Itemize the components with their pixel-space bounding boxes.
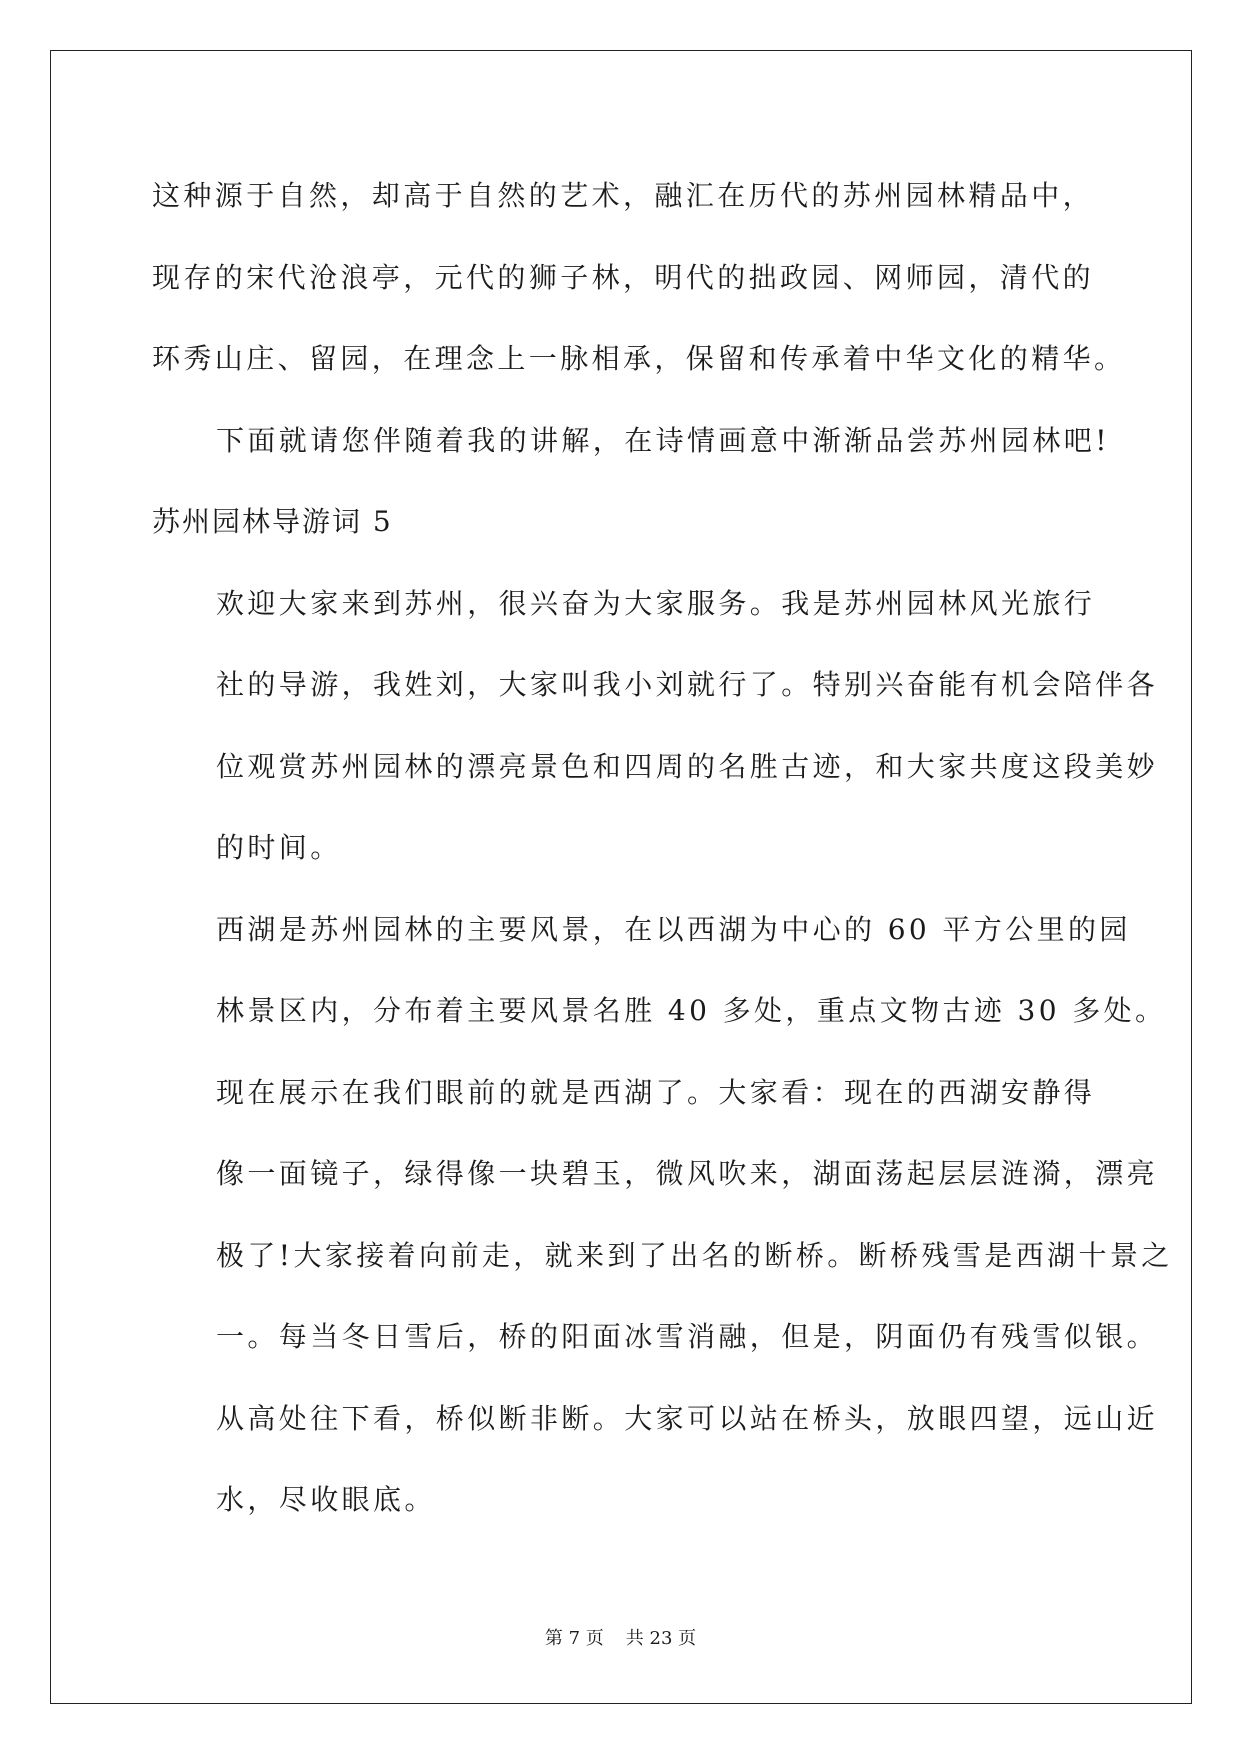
paragraph: [152, 155, 1126, 400]
text-line: 像一面镜子，绿得像一块碧玉，微风吹来，湖面荡起层层涟漪，漂亮: [216, 1157, 1159, 1190]
paragraph: [152, 400, 1110, 482]
text-line: 水，尽收眼底。: [216, 1483, 436, 1516]
text-line: 一。每当冬日雪后，桥的阳面冰雪消融，但是，阴面仍有残雪似银。: [216, 1320, 1159, 1353]
text-line: 的时间。: [216, 831, 342, 864]
text-line: 现存的宋代沧浪亭，元代的狮子林，明代的拙政园、网师园，清代的: [152, 260, 1095, 294]
text-line: 这种源于自然，却高于自然的艺术，融汇在历代的苏州园林精品中，: [152, 179, 1095, 212]
page-footer: [0, 1627, 1241, 1651]
text-line: 下面就请您伴随着我的讲解，在诗情画意中渐渐品尝苏州园林吧!: [216, 423, 1110, 457]
section-heading: [152, 481, 1097, 563]
page-number: 第 7 页: [544, 1628, 604, 1649]
text-line: 极了!大家接着向前走，就来到了出名的断桥。断桥残雪是西湖十景之: [216, 1238, 1173, 1272]
text-line: 从高处往下看，桥似断非断。大家可以站在桥头，放眼四望，远山近: [216, 1401, 1159, 1435]
text-line: 西湖是苏州园林的主要风景，在以西湖为中心的 60 平方公里的园: [216, 912, 1131, 946]
page-total: 共 23 页: [625, 1628, 697, 1649]
text-line: 位观赏苏州园林的漂亮景色和四周的名胜古迹，和大家共度这段美妙: [216, 749, 1159, 783]
text-line: 社的导游，我姓刘，大家叫我小刘就行了。特别兴奋能有机会陪伴各: [216, 668, 1159, 701]
paragraph: [152, 889, 1167, 1052]
paragraph: [152, 563, 1159, 889]
text-line: 现在展示在我们眼前的就是西湖了。大家看：现在的西湖安静得: [216, 1075, 1096, 1109]
text-line: 林景区内，分布着主要风景名胜 40 多处，重点文物古迹 30 多处。: [216, 994, 1167, 1027]
document-body: [152, 155, 1173, 1541]
paragraph: [152, 1052, 1173, 1541]
text-line: 欢迎大家来到苏州，很兴奋为大家服务。我是苏州园林风光旅行: [216, 586, 1096, 620]
text-line: 环秀山庄、留园，在理念上一脉相承，保留和传承着中华文化的精华。: [152, 342, 1126, 375]
text-line: 苏州园林导游词 5: [152, 505, 393, 538]
